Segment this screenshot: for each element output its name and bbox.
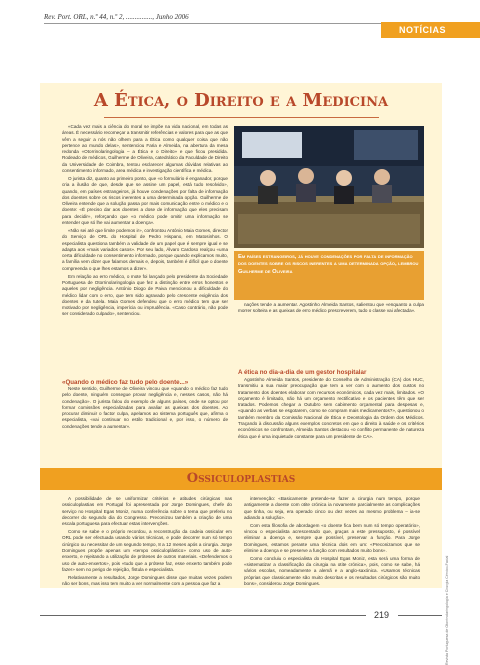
footer-rule-right	[398, 615, 442, 616]
footer-rule	[40, 615, 366, 616]
side-journal-text: Revista Portuguesa de Otorrinolaringologia e Cirurgia Cérvico-Facial	[445, 555, 449, 665]
paragraph: intervenção: «Basicamente pretende-se fazer a cirurgia num tempo, porque antigamente a doente com otite crónica ia novamente parcialmente as complicações que tinha, ou seja, era operado cinco ou dez vezes ao mesmo problema – ia-se adiando a solução».	[244, 496, 420, 520]
paragraph: «Não sei até que limite podemos ir», confrontou António Maia Gomes, director do Serviço de ORL do Hospital de Pedro Hispano, em Matosinhos. O especialista questiona também a validade de um papel que é sempre igual e se adapta aos «mais variados casos». Por seu lado, Álvaro Cardoso realçou «uma certa dificuldade no consentimento informado, porque quando explicamos muito, a família vem dizer que falamos demais e, depois, também é difícil que o doente compreenda o que lhes estamos a dizer».	[62, 227, 228, 271]
paragraph: Neste sentido, Guilherme de Oliveira vincou que «quando o médico faz tudo pelo doente, ninguém consegue provar negligência e, nesses casos, não há condenação». O jurista falou do exemplo de alguns países, onde se optou por formar comissões especializadas para avaliar as queixas dos doentes. Ao procurar diminuir o factor culpa, apelamos ao sistema português que, afirma o especialista, «vai continuar no estilo tradicional e, por isso, o número de condenações tende a aumentar».	[62, 386, 228, 429]
paragraph: Com esta filosofia de abordagem «o doente fica bem num só tempo operatório», vincou o especialista acrescentado que, graças a este pressuposto, é possível eliminar a doença e, sempre que possível, preservar a função. Para Jorge Domingues, estamos perante uma técnica dois em um: «Preconizamos que se elimine a doença e se preserve a função com resultados muito bons».	[244, 522, 420, 553]
paragraph: «Cada vez mais a ciência do moral se impõe na vida nacional, em todas as áreas. É necessário recomeçar a transmitir referências e valores para que as que vêm a seguir a nós não olhem para a Ética como qualquer coisa que não pertence ao mundo delas», sentenciou Faria e Almeida, na abertura da mesa redonda «Otorrinolaringologia – a Ética e o Direito» e que ficou presidida. Rodeado de médicos, Guilherme de Oliveira, catedrático da Faculdade de Direito da Universidade de Coimbra, tentou esclarecer algumas dúvidas relativas ao consentimento informado, area médica e investigação científica e médica.	[62, 124, 228, 174]
title-rule	[104, 117, 379, 118]
paragraph: Relativamente a resultados, Jorge Domingues disse que muitas vezes podem não ser bons, mas isso tem muito a ver normalmente com a pessoa que faz a	[62, 574, 232, 586]
section-banner	[40, 468, 442, 490]
header-rule	[44, 23, 438, 24]
article-column-1b	[62, 386, 228, 457]
article-column-2b	[238, 377, 424, 458]
paragraph: O jurista diz, quanto ao primeiro ponto, que «o formulário é enganador, porque cria a ilusão de que, desde que se assine um papel, está tudo resolvido», quando, em países estrangeiros, já houve condenações por falta de informação dos doentes sobre os riscos inerentes a uma determinada opção. Guilherme de Oliveira entende que a solução passa por mais comunicação entre o médico e o doente: «É preciso dar aos doentes a dose de informação que eles precisam para decidir», reforçando que «o médico pode omitir uma informação se entender que só lhe vai aumentar a doença».	[62, 175, 228, 226]
section-title: Ossiculoplastias	[186, 471, 296, 486]
paragraph: A possibilidade de se uniformizar critérios e atitudes cirúrgicas nas ossiculoplastias em Portugal foi apresentada por Jorge Domingues, chefe do serviço no Hospital Egas Moniz, numa conferência sobre o tema que preferiu no decorrer do segundo dia do Congresso. Preconizou também a criação de uma escala portuguesa para efectuar estas intervenções.	[62, 496, 232, 527]
article-title: A Ética, o Direito e a Medicina	[93, 90, 389, 111]
subheading: A ética no dia-a-dia de um gestor hospitalar	[238, 369, 367, 376]
paragraph: Como concluiu o especialista do Hospital Egas Moniz, esta será uma forma de «sistematizar a classificação da cirurgia na otite crónica», pois, como se sabe, há vários escolas, nomeadamente a alemã e a anglo-saxónica. «Usamos técnicas próprias que classicamente são muito descritas e os resultados cirúrgicos são muito bons», considerou Jorge Domingues.	[244, 555, 420, 586]
article-column-2	[238, 302, 424, 368]
section-tab: NOTÍCIAS	[381, 22, 480, 38]
conference-photo	[234, 126, 424, 248]
article2-column-1	[62, 496, 232, 586]
page-number: 219	[374, 610, 390, 620]
panel-photo-image	[234, 126, 424, 248]
subheading: «Quando o médico faz tudo pelo doente...»	[62, 379, 189, 386]
paragraph: Em relação ao erro médico, o mote foi lançado pelo presidente da Sociedade Portuguesa de Otorrinolaringologia que fez a distinção entre erros honestos e aqueles por negligência. António Diogo de Paiva mencionou a dificuldade do médico lidar com o erro, que tem sido agravado pelo crescente exigência dos doentes e da tutela. Maia Gomes defendeu que o erro médico tem que ser motivado por negligência, imperícia ou imprudência. «Caso contrário, não pode ser considerado culpado», sentenciou.	[62, 273, 228, 317]
article2-column-2	[244, 496, 420, 586]
journal-header: Rev. Port. ORL, n.º 44, n.º 2, ..............., Junho 2006	[44, 13, 189, 21]
article-column-1	[62, 124, 228, 379]
paragraph: nações tende a aumentar. Agostinho Almeida Santos, salientou que «enquanto a culpa morrer solteira e as queixas de erro médico prescreverem, tudo o classe vai afectada».	[238, 302, 424, 314]
paragraph: Agostinho Almeida Santos, presidente do Conselho de Administração (CA) dos HUC, transmitiu a sua maior preocupação que tem a ver com o aumento dos custos no tratamento dos doentes elaborar com recursos económicos, cada vez mais, limitados. «O orçamento é limitado, não há um orçamento rectificativo e os pacientes têm que ser tratados. Podemos chegar a Outubro sem cabimento orçamental para despesas e, «quando as verbas se esgotarem, como se compram mais medicamentos?», questionou o também membro da Comissão Nacional de Ética e Deontologia da Ordem dos Médicos. Traçando à discussão alguns exemplos concretos em que o direito à saúde e os critérios económicos se confrontam, Almeida Santos destacou «o conflito permanente de natureza ética que é uma inquietude constante para um presidente de CA».	[238, 377, 424, 439]
photo-caption: Em países estrangeiros, já houve condenações por falta de informação dos doentes sobre os riscos inerentes a uma determinada opção, lembrou Guilherme de Oliveira	[234, 251, 424, 300]
paragraph: Como se sabe e o próprio recordou, a reconstrução da cadeia ossicular em ORL pode ser efectuada usando vários técnicas, e pode decorrer num só tempo cirúrgico ou necessitar de um segundo tempo, 8 a 12 meses após a cirurgia. Jorge Domingues propõe apenas um «tempo ossiculoplástico» como uso de auto-enxerto, e rejeitando a utilização de próteses de outros materiais. «Defendemos o uso de auto-enxertos», pois «tudo que a prótese faz, esse enxerto também pode fazer» sem no perigo de rejeição, fístula e especialista.	[62, 529, 232, 572]
